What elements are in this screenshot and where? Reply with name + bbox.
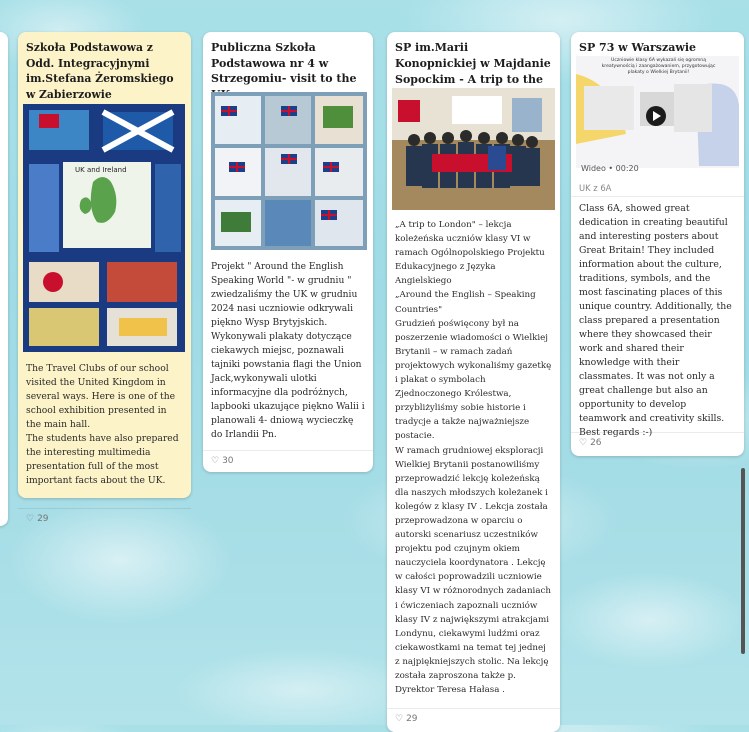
vertical-scrollbar[interactable]: [741, 468, 745, 654]
play-icon: [653, 111, 661, 121]
post-body: Class 6A, showed great dedication in creating beautiful and interesting posters about Great Britain! They included information about the culture, traditions, symbols, and the most fascinating places of this unique country. Additionally, the class prepared a presentation where they showcased their work and shared their knowledge with their classmates. It was not only a great challenge but also an opportunity to develop teamwork and creativity skills. Best regards :-): [579, 203, 732, 438]
post-body: The Travel Clubs of our school visited the United Kingdom in several ways. Here is one of the school exhibition presented in the main hall. The students have also prepared the interesting multimedia presentation full of the most important facts about the UK.: [26, 363, 179, 486]
post-card-partial[interactable]: [0, 32, 8, 526]
post-title: SP 73 w Warszawie: [579, 41, 697, 54]
video-label: Wideo • 00:20: [581, 164, 639, 173]
video-thumbnail[interactable]: [576, 56, 739, 168]
video-source: UK z 6A: [579, 183, 612, 193]
play-button[interactable]: [646, 106, 666, 126]
post-card-zabierzow[interactable]: [18, 32, 191, 524]
post-title: SP im.Marii Konopnickiej w Majdanie Sopockim - A trip to the: [395, 41, 551, 86]
heart-icon: ♡: [579, 438, 588, 448]
post-image-classroom: [392, 88, 555, 210]
heart-icon: ♡: [211, 456, 220, 466]
post-title: Szkoła Podstawowa z Odd. Integracyjnymi im.Stefana Żeromskiego w Zabierzowie: [26, 41, 174, 101]
heart-icon: ♡: [26, 514, 35, 524]
like-button[interactable]: [579, 438, 602, 448]
like-button[interactable]: [26, 514, 49, 524]
video-overlay-text: Uczniowie klasy 6A wykazali się ogromną kreatywnością i zaangażowaniem, przygotowując plakaty o Wielkiej Brytanii!: [601, 58, 716, 75]
like-count: 30: [222, 456, 234, 466]
like-button[interactable]: [211, 456, 234, 466]
post-image-posters: [211, 92, 367, 250]
like-count: 29: [406, 714, 418, 724]
post-body: Projekt " Around the English Speaking World "- w grudniu " zwiedzaliśmy the UK w grudniu 2024 nasi uczniowie odkrywali piękno Wysp Brytyjskich. Wykonywali plakaty dotyczące ciekawych miejsc, poznawali tajniki powstania flagi the Union Jack,wykonywali ulotki informacyjne dla podróżnych, lapbooki ukazujące piękno Walii i planowali 4- dniową wycieczkę do Irlandii Pn.: [211, 262, 365, 440]
heart-icon: ♡: [395, 714, 404, 724]
like-count: 29: [37, 514, 49, 524]
post-card-strzegom[interactable]: [203, 32, 373, 472]
like-count: 26: [590, 438, 602, 448]
like-button[interactable]: [395, 714, 418, 724]
post-card-warszawa[interactable]: [571, 32, 744, 456]
post-title: Publiczna Szkoła Podstawowa nr 4 w Strzegomiu- visit to the: [211, 41, 357, 85]
post-card-majdan[interactable]: [387, 32, 560, 732]
image-caption: UK and Ireland: [75, 166, 127, 174]
post-image-exhibition: [23, 104, 185, 352]
post-body: „A trip to London" – lekcja koleżeńska uczniów klasy VI w ramach Ogólnopolskiego Projektu Edukacyjnego z Języka Angielskiego „Around the English – Speaking Countries" Grudzień poświęcony był na poszerzenie wiadomości o Wielkiej Brytanii – w ramach zadań projektowych wykonaliśmy gazetkę i plakat o symbolach Zjednoczonego Królestwa, przybliżyliśmy sobie historie i tradycje a także najważniejsze postacie. W ramach grudniowej eksploracji Wielkiej Brytanii postanowiliśmy przeprowadzić lekcję koleżeńską dla naszych młodszych koleżanek i kolegów z klasy IV . Lekcja została przeprowadzona w oparciu o autorski scenariusz uczestników projektu pod czujnym okiem nauczyciela koordynatora . Lekcję w całości poprowadzili uczniowie klasy VI w różnorodnych zadaniach i ćwiczeniach zapoznali uczniów klasy IV z największymi atrakcjami Londynu, ciekawymi ludźmi oraz ciekawostkami na temat tej jednej z najpiękniejszych stolic. Na lekcję została zaproszona także p. Dyrektor Teresa Hałasa .: [395, 220, 552, 696]
